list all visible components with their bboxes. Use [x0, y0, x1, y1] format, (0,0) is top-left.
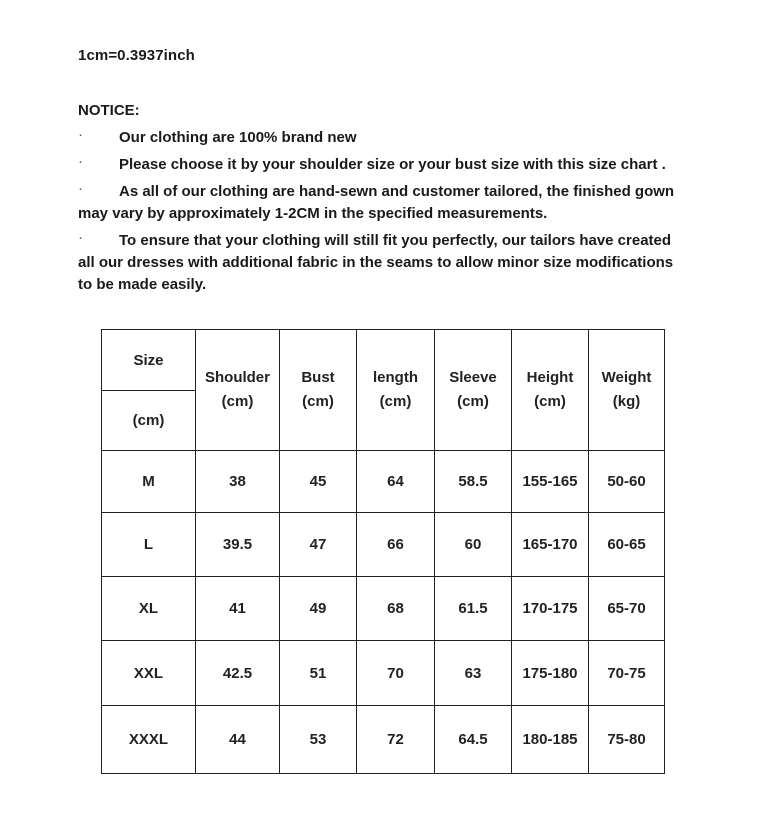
column-unit: (cm)	[221, 393, 254, 410]
table-row	[102, 513, 665, 577]
notice-title: NOTICE:	[78, 102, 140, 119]
table-cell: 39.5	[196, 513, 280, 577]
column-unit: (cm)	[457, 393, 489, 410]
table-cell: 53	[280, 706, 357, 774]
table-cell: 47	[280, 513, 357, 577]
notice-list	[78, 127, 688, 301]
notice-item	[78, 127, 688, 149]
table-cell: 170-175	[512, 577, 589, 641]
column-header-length	[357, 330, 435, 451]
size-cell: M	[102, 451, 196, 513]
table-cell: 49	[280, 577, 357, 641]
table-cell: 155-165	[512, 451, 589, 513]
table-cell: 45	[280, 451, 357, 513]
column-unit: (cm)	[302, 393, 334, 410]
table-cell: 68	[357, 577, 435, 641]
bullet-icon: ·	[78, 153, 83, 170]
table-cell: 70	[357, 641, 435, 706]
table-cell: 58.5	[435, 451, 512, 513]
table-cell: 60	[435, 513, 512, 577]
table-cell: 65-70	[589, 577, 665, 641]
column-name: Bust	[301, 369, 335, 386]
size-chart-table	[101, 329, 665, 774]
column-header-weight	[589, 330, 665, 451]
size-cell: L	[102, 513, 196, 577]
unit-conversion-note: 1cm=0.3937inch	[78, 47, 195, 64]
bullet-icon: ·	[78, 229, 83, 246]
notice-item-text: Our clothing are 100% brand new	[119, 129, 357, 146]
table-cell: 44	[196, 706, 280, 774]
table-row	[102, 641, 665, 706]
table-cell: 165-170	[512, 513, 589, 577]
column-unit: (cm)	[379, 393, 412, 410]
table-cell: 175-180	[512, 641, 589, 706]
bullet-icon: ·	[78, 126, 83, 143]
column-name: length	[373, 369, 418, 386]
table-cell: 61.5	[435, 577, 512, 641]
size-cell: XL	[102, 577, 196, 641]
column-unit: (kg)	[612, 393, 641, 410]
table-cell: 70-75	[589, 641, 665, 706]
table-cell: 38	[196, 451, 280, 513]
table-header-row	[102, 330, 665, 391]
column-name: Weight	[601, 369, 652, 386]
column-header-shoulder	[196, 330, 280, 451]
table-cell: 64.5	[435, 706, 512, 774]
notice-item	[78, 154, 688, 176]
table-cell: 42.5	[196, 641, 280, 706]
notice-item-text: To ensure that your clothing will still fit you perfectly, our tailors have created all our dresses with additional fabric in the seams to allow minor size modifications to be made easily.	[78, 232, 674, 293]
notice-item	[78, 230, 688, 296]
column-name: Height	[526, 369, 574, 386]
notice-item-text: As all of our clothing are hand-sewn and customer tailored, the finished gown may vary by approximately 1-2CM in the specified measurements.	[78, 183, 675, 222]
table-cell: 64	[357, 451, 435, 513]
table-cell: 50-60	[589, 451, 665, 513]
table-row	[102, 706, 665, 774]
table-cell: 60-65	[589, 513, 665, 577]
table-cell: 72	[357, 706, 435, 774]
column-unit: (cm)	[534, 393, 566, 410]
table-row	[102, 451, 665, 513]
table-cell: 51	[280, 641, 357, 706]
column-header-sleeve	[435, 330, 512, 451]
table-cell: 41	[196, 577, 280, 641]
table-cell: 75-80	[589, 706, 665, 774]
size-unit-cell: (cm)	[102, 391, 196, 451]
size-header-cell: Size	[102, 330, 196, 391]
column-name: Sleeve	[449, 369, 497, 386]
bullet-icon: ·	[78, 180, 83, 197]
column-header-bust	[280, 330, 357, 451]
column-name: Shoulder	[204, 369, 270, 386]
notice-item	[78, 181, 688, 225]
table-cell: 63	[435, 641, 512, 706]
table-cell: 66	[357, 513, 435, 577]
column-header-height	[512, 330, 589, 451]
table-row	[102, 577, 665, 641]
table-cell: 180-185	[512, 706, 589, 774]
size-cell: XXXL	[102, 706, 196, 774]
size-cell: XXL	[102, 641, 196, 706]
notice-item-text: Please choose it by your shoulder size or your bust size with this size chart .	[119, 156, 666, 173]
